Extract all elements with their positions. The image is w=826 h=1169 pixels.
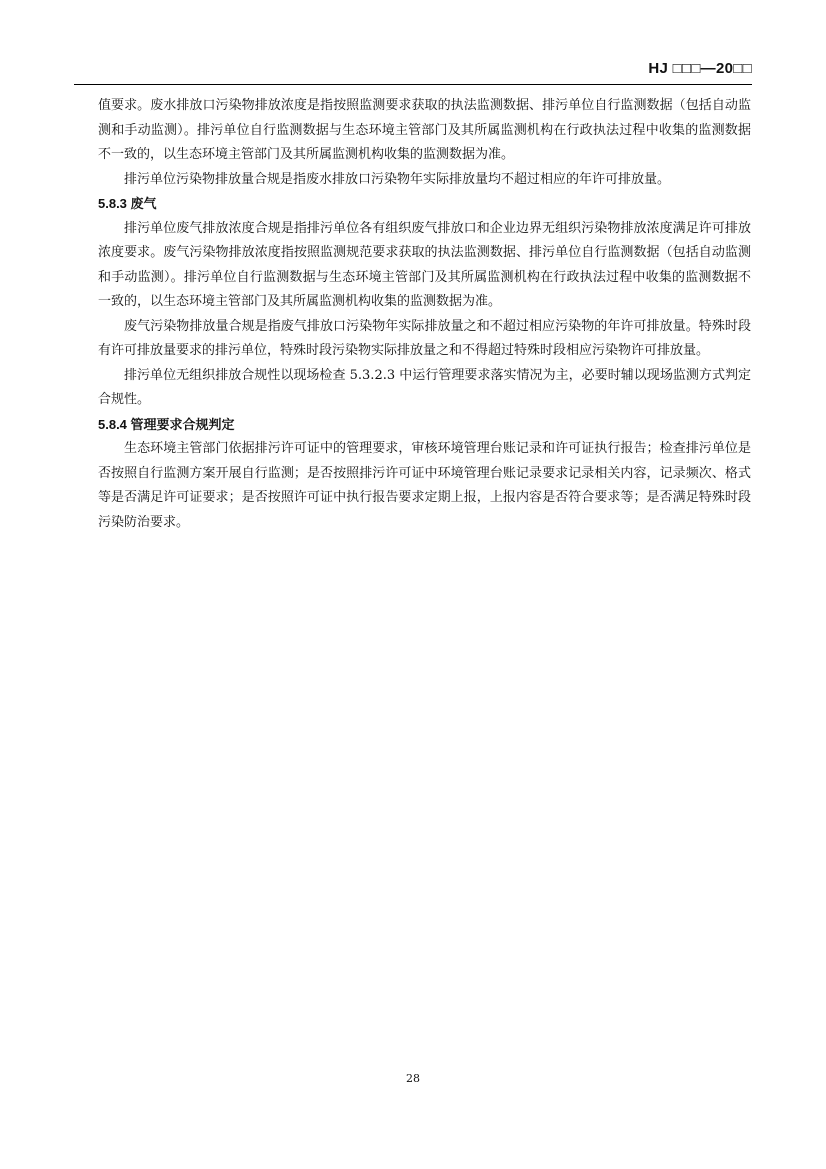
page-body <box>98 94 751 535</box>
paragraph-management-requirements: 生态环境主管部门依据排污许可证中的管理要求，审核环境管理台账记录和许可证执行报告；检查排污单位是否按照自行监测方案开展自行监测；是否按照排污许可证中环境管理台账记录要求记录相关内容，记录频次、格式等是否满足许可证要求；是否按照许可证中执行报告要求定期上报，上报内容是否符合要求等；是否满足特殊时段污染防治要求。 <box>98 441 751 530</box>
section-heading-5-8-3: 5.8.3 废气 <box>98 196 157 211</box>
paragraph-gas-concentration: 排污单位废气排放浓度合规是指排污单位各有组织废气排放口和企业边界无组织污染物排放浓度满足许可排放浓度要求。废气污染物排放浓度指按照监测规范要求获取的执法监测数据、排污单位自行监测数据（包括自动监测和手动监测）。排污单位自行监测数据与生态环境主管部门及其所属监测机构在行政执法过程中收集的监测数据不一致的，以生态环境主管部门及其所属监测机构收集的监测数据为准。 <box>98 220 751 309</box>
paragraph-continuation: 值要求。废水排放口污染物排放浓度是指按照监测要求获取的执法监测数据、排污单位自行监测数据（包括自动监测和手动监测）。排污单位自行监测数据与生态环境主管部门及其所属监测机构在行政执法过程中收集的监测数据不一致的，以生态环境主管部门及其所属监测机构收集的监测数据为准。 <box>98 98 751 162</box>
paragraph-gas-emission: 废气污染物排放量合规是指废气排放口污染物年实际排放量之和不超过相应污染物的年许可排放量。特殊时段有许可排放量要求的排污单位，特殊时段污染物实际排放量之和不得超过特殊时段相应污染物许可排放量。 <box>98 318 751 358</box>
paragraph-unorganized-emission: 排污单位无组织排放合规性以现场检查 5.3.2.3 中运行管理要求落实情况为主，必要时辅以现场监测方式判定合规性。 <box>98 367 751 407</box>
paragraph-wastewater-emission: 排污单位污染物排放量合规是指废水排放口污染物年实际排放量均不超过相应的年许可排放量。 <box>124 171 671 187</box>
header-divider <box>74 84 752 85</box>
page-number: 28 <box>406 1072 420 1085</box>
section-heading-5-8-4: 5.8.4 管理要求合规判定 <box>98 416 235 432</box>
document-code-header: HJ □□□—20□□ <box>648 60 752 77</box>
